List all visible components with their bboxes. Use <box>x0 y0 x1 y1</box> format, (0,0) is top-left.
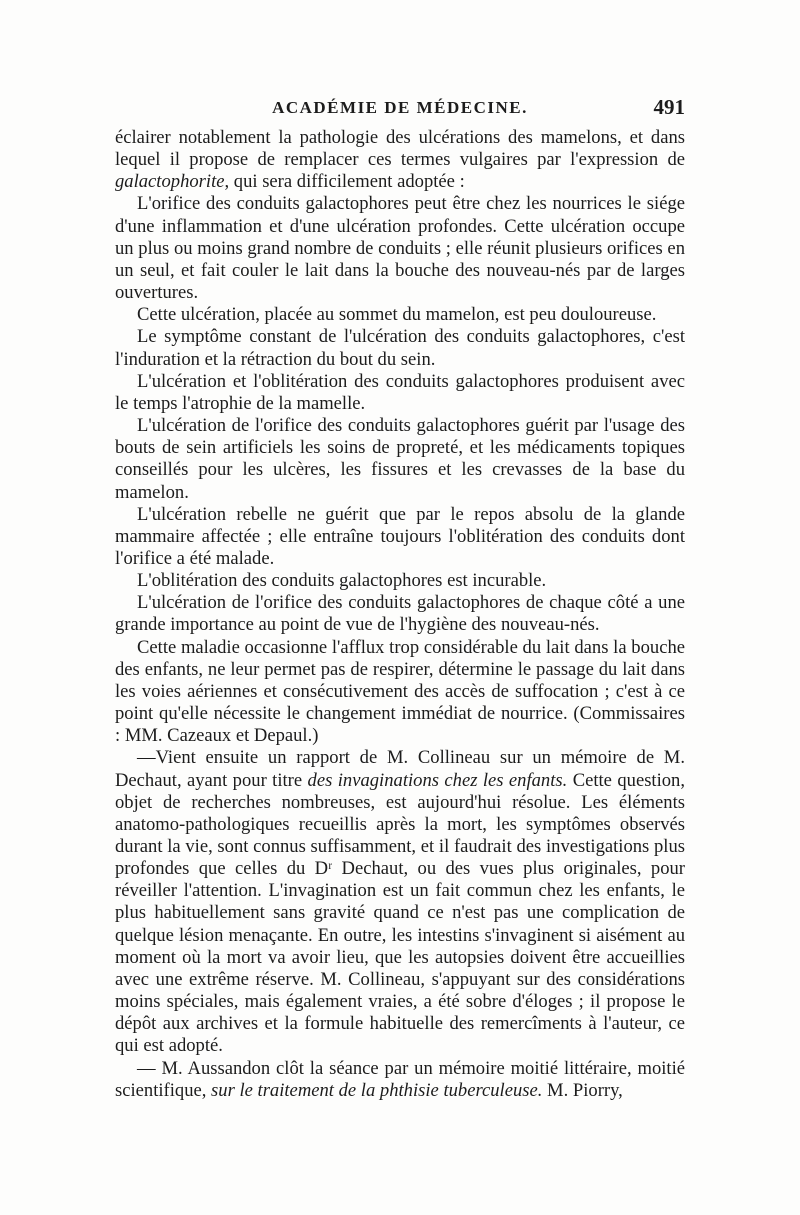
paragraph-memoir <box>115 1058 685 1102</box>
paragraph: L'ulcération de l'orifice des conduits galactophores guérit par l'usage des bouts de sein artificiels les soins de propreté, et les médicaments topiques conseillés pour les ulcères, les fissures et les crevasses de la base du mamelon. <box>115 415 685 503</box>
page-number: 491 <box>653 95 685 119</box>
running-title: ACADÉMIE DE MÉDECINE. <box>272 98 528 117</box>
italic-term: galactophorite <box>115 171 225 193</box>
italic-title: des invaginations chez les enfants. <box>307 769 568 791</box>
paragraph-text: éclairer notablement la pathologie des ulcérations des mamelons, et dans lequel il propose de remplacer ces termes vulgaires par l'expression de <box>115 127 685 171</box>
paragraph-continued <box>115 127 685 193</box>
paragraph: Le symptôme constant de l'ulcération des conduits galactophores, c'est l'induration et la rétraction du bout du sein. <box>115 326 685 370</box>
paragraph: L'oblitération des conduits galactophores est incurable. <box>137 570 547 592</box>
paragraph-text: — M. Aussandon clôt la séance par un mémoire moitié littéraire, moitié scientifique, <box>115 1057 685 1101</box>
body-text <box>115 127 685 1102</box>
paragraph: Cette ulcération, placée au sommet du mamelon, est peu douloureuse. <box>137 304 657 326</box>
paragraph: L'orifice des conduits galactophores peut être chez les nourrices le siége d'une inflammation et d'une ulcération profondes. Cette ulcération occupe un plus ou moins grand nombre de conduits ; elle réunit plusieurs orifices en un seul, et fait couler le lait dans la bouche des nouveau-nés par de larges ouvertures. <box>115 193 685 304</box>
running-head <box>115 95 685 122</box>
paragraph-text: , qui sera difficilement adoptée : <box>224 171 465 193</box>
paragraph-text: M. Piorry, <box>542 1079 623 1101</box>
paragraph-report <box>115 747 685 1057</box>
paragraph: Cette maladie occasionne l'afflux trop considérable du lait dans la bouche des enfants, ne leur permet pas de respirer, détermine le passage du lait dans les voies aériennes et consécutivement des accès de suffocation ; c'est à ce point qu'elle nécessite le changement immédiat de nourrice. (Commissaires : MM. Cazeaux et Depaul.) <box>115 636 685 747</box>
paragraph: L'ulcération et l'oblitération des conduits galactophores produisent avec le temps l'atrophie de la mamelle. <box>115 370 685 414</box>
italic-title: sur le traitement de la phthisie tuberculeuse. <box>211 1079 543 1101</box>
paragraph-text: Cette question, objet de recherches nombreuses, est aujourd'hui résolue. Les éléments anatomo-pathologiques recueillis après la mort, les symptômes observés durant la vie, sont connus suffisamment, et il faudrait des investigations plus profondes que celles du Dʳ Dechaut, ou des vues plus originales, pour réveiller l'attention. L'invagination est un fait commun chez les enfants, le plus habituellement sans gravité quand ce n'est pas une complication de quelque lésion menaçante. En outre, les intestins s'invaginent si aisément au moment où la mort va avoir lieu, que les autopsies doivent être accueillies avec une extrême réserve. M. Collineau, s'appuyant sur des considérations moins spéciales, mais également vraies, a été sobre d'éloges ; il propose le dépôt aux archives et la formule habituelle des remercîments à l'auteur, ce qui est adopté. <box>115 769 686 1057</box>
paragraph: L'ulcération rebelle ne guérit que par le repos absolu de la glande mammaire affectée ; elle entraîne toujours l'oblitération des conduits dont l'orifice a été malade. <box>115 503 685 569</box>
paragraph-text: —Vient ensuite un rapport de M. Collineau sur un mémoire de M. Dechaut, ayant pour titre <box>115 747 685 791</box>
paragraph: L'ulcération de l'orifice des conduits galactophores de chaque côté a une grande importance au point de vue de l'hygiène des nouveau-nés. <box>115 592 685 636</box>
